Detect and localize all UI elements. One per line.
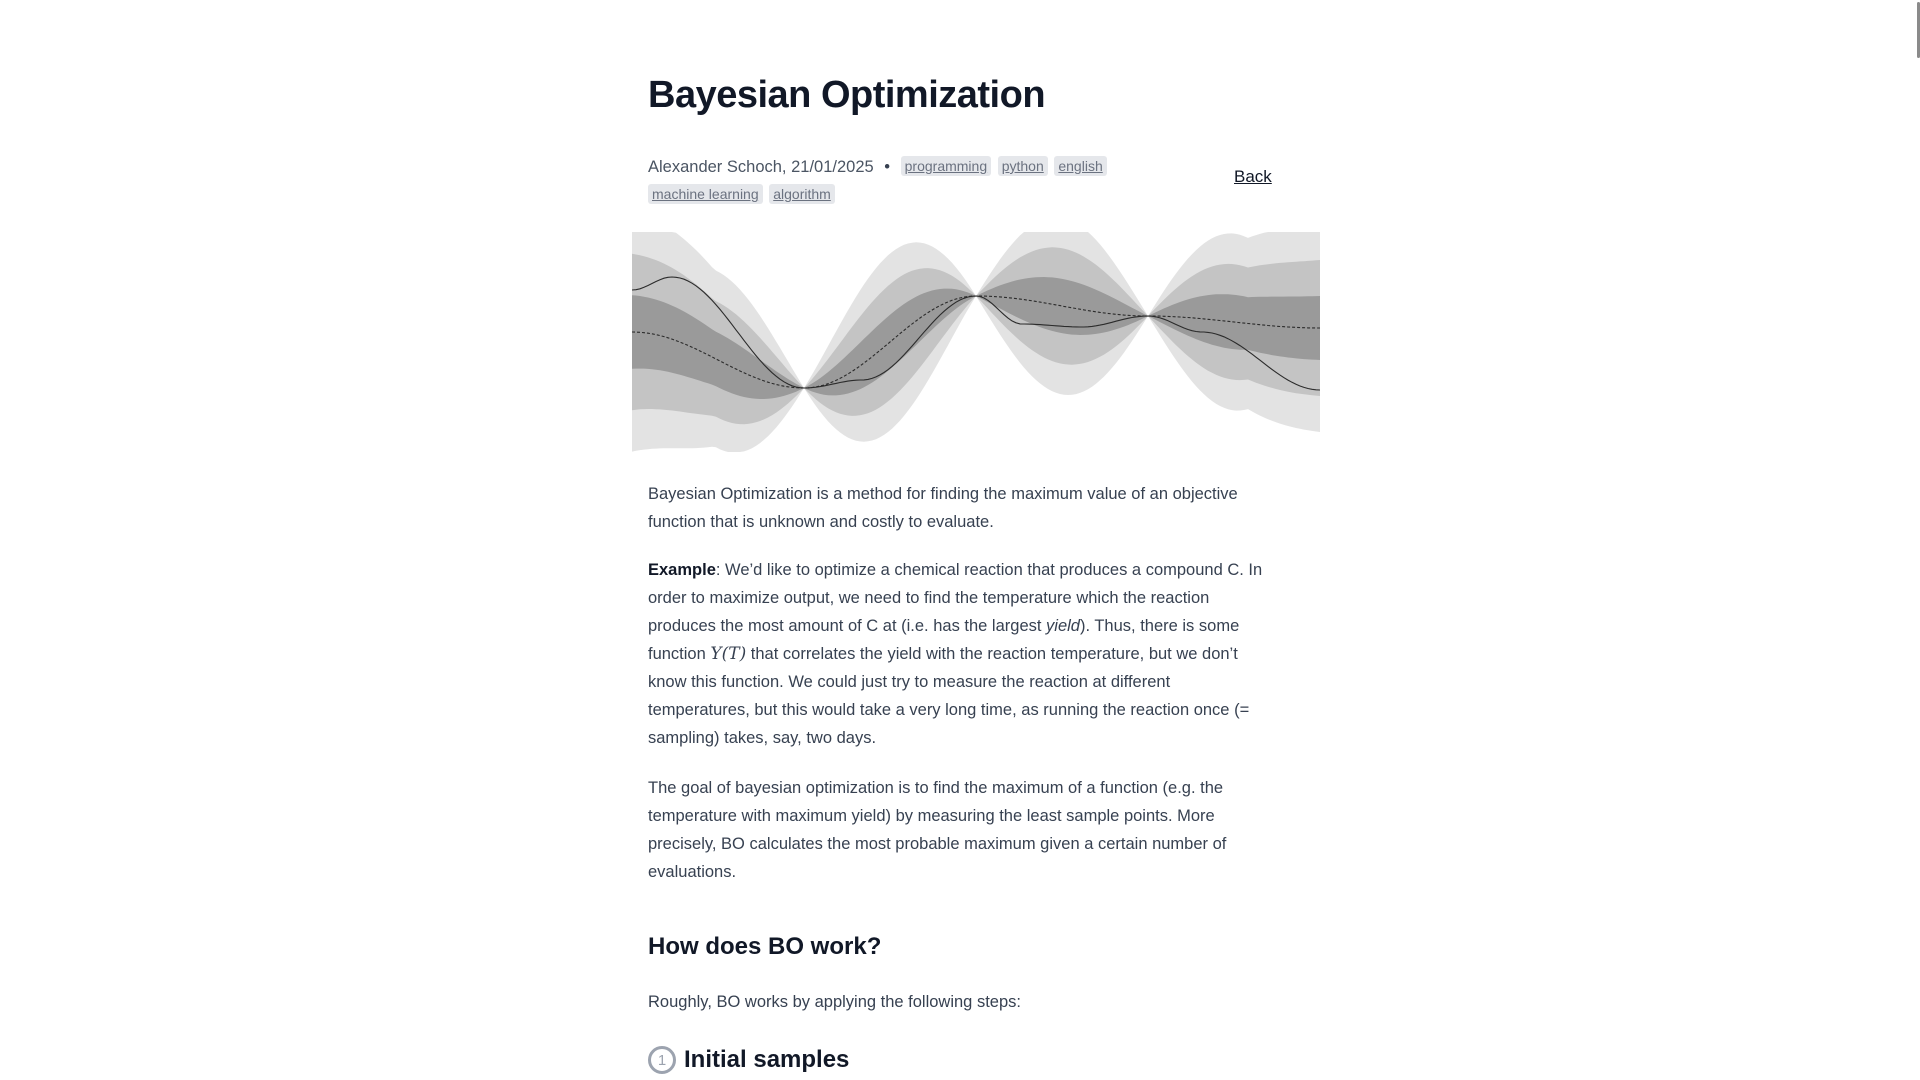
step-title: Initial samples [684, 1046, 850, 1073]
example-text-3: that correlates the yield with the reaction temperature, but we don’t know this function. We could just try to measure the reaction at different temperatures, but this would take a very long time, as running the reaction once (= sampling) takes, say, two days. [648, 645, 1250, 747]
step-number-badge: 1 [648, 1046, 676, 1074]
tag-english[interactable]: english [1054, 156, 1106, 176]
tag-programming[interactable]: programming [901, 156, 991, 176]
tag-algorithm[interactable]: algorithm [769, 184, 835, 204]
tag-python[interactable]: python [998, 156, 1048, 176]
page-title: Bayesian Optimization [648, 74, 1046, 116]
step-1 [648, 1046, 849, 1074]
example-label: Example [648, 561, 716, 579]
example-text-2: ). Thus, there is some function [648, 617, 1240, 663]
math-yt: Y(T) [710, 644, 747, 664]
intro-paragraph: Bayesian Optimization is a method for finding the maximum value of an objective function that is unknown and costly to evaluate. [648, 485, 1238, 531]
section-heading: How does BO work? [648, 933, 882, 960]
hero-gp-plot [632, 232, 1320, 452]
steps-intro: Roughly, BO works by applying the following steps: [648, 993, 1021, 1011]
author-date: Alexander Schoch, 21/01/2025 [648, 158, 874, 176]
example-paragraph [648, 556, 1272, 752]
example-text-1: : We’d like to optimize a chemical reaction that produces a compound C. In order to maximize output, we need to find the temperature which the reaction produces the most amount of C at (i.e. has the largest [648, 561, 1263, 635]
tag-machine-learning[interactable]: machine learning [648, 184, 763, 204]
goal-paragraph: The goal of bayesian optimization is to find the maximum of a function (e.g. the temperature with maximum yield) by measuring the least sample points. More precisely, BO calculates the most probable maximum given a certain number of evaluations. [648, 779, 1227, 881]
separator-bullet: • [884, 158, 891, 176]
example-yield: yield [1046, 617, 1080, 635]
article-meta [648, 153, 1128, 209]
back-link[interactable]: Back [1234, 167, 1272, 186]
